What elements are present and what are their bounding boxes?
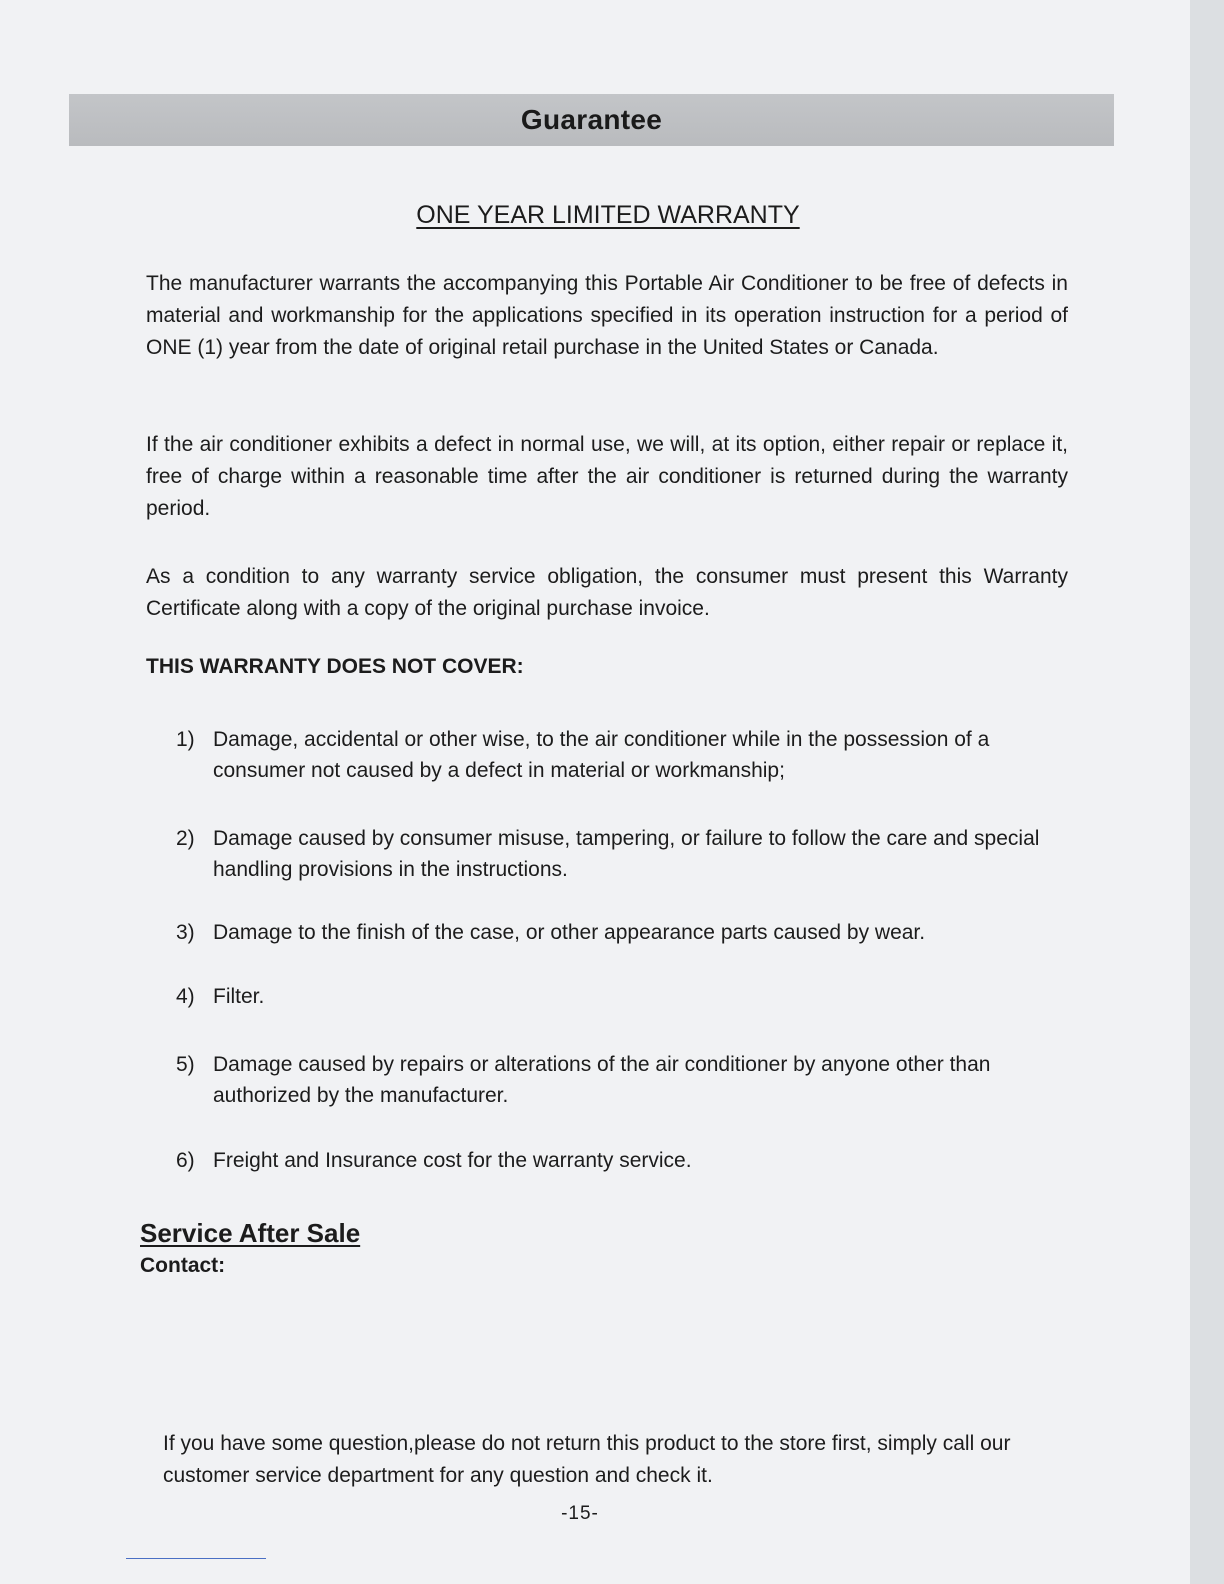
decorative-rule (126, 1558, 266, 1559)
exclusion-number: 4) (176, 985, 195, 1008)
exclusion-text: Damage to the finish of the case, or other appearance parts caused by wear. (213, 921, 926, 944)
service-after-sale-title: Service After Sale (140, 1218, 361, 1248)
scan-edge (1190, 0, 1224, 1584)
exclusion-item-3 (176, 917, 1068, 948)
contact-label: Contact: (140, 1254, 226, 1277)
section-title: Guarantee (520, 104, 663, 135)
customer-service-note: If you have some question,please do not return this product to the store first, simply call our customer service department for any question and check it. (163, 1432, 1011, 1487)
exclusion-number: 1) (176, 728, 195, 751)
exclusion-text: Damage caused by consumer misuse, tampering, or failure to follow the care and special handling provisions in the instructions. (213, 827, 1040, 881)
exclusion-number: 6) (176, 1149, 195, 1172)
section-header-bar (69, 94, 1114, 146)
exclusion-item-5 (176, 1049, 1068, 1111)
warranty-paragraph-1: The manufacturer warrants the accompanying this Portable Air Conditioner to be free of defects in material and workmanship for the applications specified in its operation instruction for a period of ONE (1) year from the date of original retail purchase in the United States or Canada. (146, 272, 1068, 359)
exclusion-number: 2) (176, 827, 195, 850)
exclusion-item-6 (176, 1145, 1068, 1176)
page-number: -15- (561, 1503, 599, 1524)
exclusion-number: 3) (176, 921, 195, 944)
exclusion-text: Freight and Insurance cost for the warranty service. (213, 1149, 692, 1172)
exclusion-item-2 (176, 823, 1068, 885)
exclusion-item-4 (176, 981, 1068, 1012)
exclusion-item-1 (176, 724, 1068, 786)
exclusion-number: 5) (176, 1053, 195, 1076)
warranty-paragraph-3: As a condition to any warranty service obligation, the consumer must present this Warranty Certificate along with a copy of the original purchase invoice. (146, 565, 1068, 620)
warranty-title: ONE YEAR LIMITED WARRANTY (416, 201, 800, 229)
exclusion-text: Filter. (213, 985, 265, 1008)
not-cover-heading: THIS WARRANTY DOES NOT COVER: (146, 655, 524, 678)
exclusion-text: Damage caused by repairs or alterations of the air conditioner by anyone other than authorized by the manufacturer. (213, 1053, 991, 1107)
warranty-paragraph-2: If the air conditioner exhibits a defect in normal use, we will, at its option, either repair or replace it, free of charge within a reasonable time after the air conditioner is returned during the warranty period. (146, 433, 1068, 520)
exclusion-text: Damage, accidental or other wise, to the air conditioner while in the possession of a consumer not caused by a defect in material or workmanship; (213, 728, 990, 782)
